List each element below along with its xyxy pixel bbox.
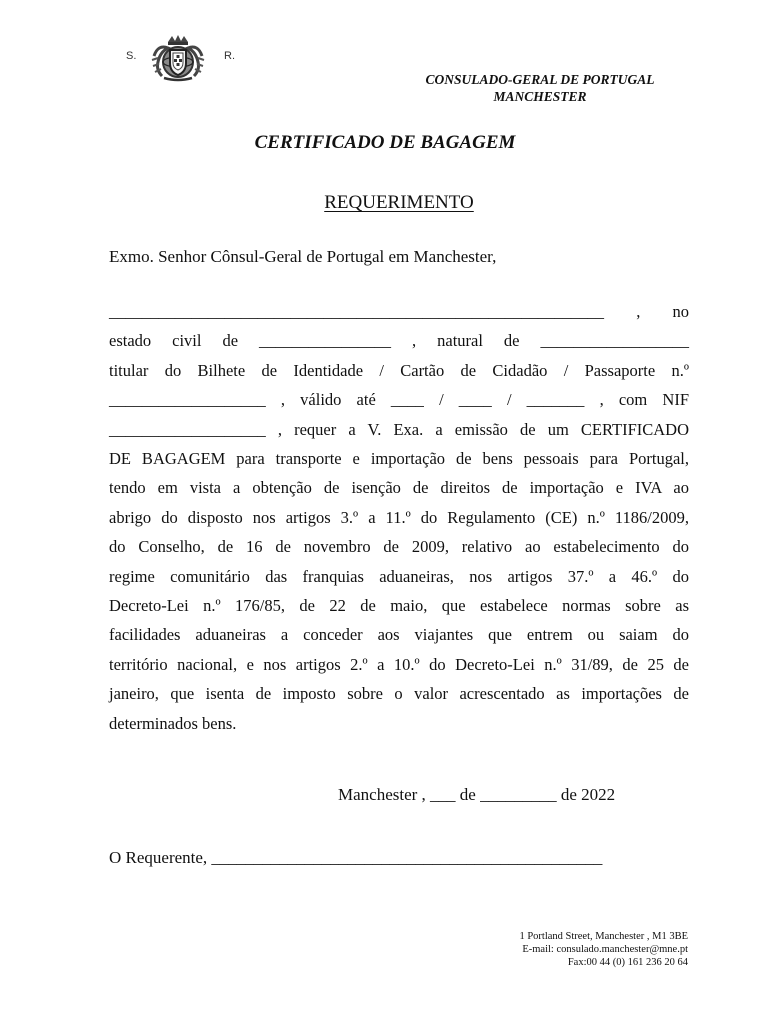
body-line: Decreto-Lei n.º 176/85, de 22 de maio, que estabelece normas sobre as	[109, 596, 689, 616]
body-paragraph	[109, 297, 689, 738]
document-title: CERTIFICADO DE BAGAGEM	[254, 132, 516, 153]
request-body	[109, 297, 689, 738]
consulate-city: MANCHESTER	[493, 89, 587, 104]
body-line: determinados bens.	[109, 713, 237, 733]
body-line: ____________________________________________________________ , no	[109, 302, 689, 321]
body-line: ___________________ , requer a V. Exa. a emissão de um CERTIFICADO	[109, 419, 689, 439]
crest-letter-right: R.	[224, 50, 235, 62]
footer-address: 1 Portland Street, Manchester , M1 3BE	[519, 931, 688, 942]
body-line: titular do Bilhete de Identidade / Cartão de Cidadão / Passaporte n.º	[109, 360, 689, 380]
document-subtitle: REQUERIMENTO	[324, 192, 474, 213]
body-line: tendo em vista a obtenção de isenção de direitos de importação e IVA ao	[109, 478, 689, 498]
signature-line: O Requerente, ______________________________________________	[109, 848, 603, 867]
salutation: Exmo. Senhor Cônsul-Geral de Portugal em Manchester,	[109, 247, 497, 266]
body-line: janeiro, que isenta de imposto sobre o valor acrescentado as importações de	[109, 684, 689, 704]
body-line: território nacional, e nos artigos 2.º a 10.º do Decreto-Lei n.º 31/89, de 25 de	[109, 654, 689, 674]
footer-fax: Fax:00 44 (0) 161 236 20 64	[567, 957, 688, 968]
crest-letter-left: S.	[126, 50, 137, 62]
body-line: estado civil de ________________ , natural de __________________	[109, 331, 689, 351]
date-line: Manchester , ___ de _________ de 2022	[338, 785, 616, 804]
coat-of-arms-logo	[148, 34, 208, 82]
body-line: facilidades aduaneiras a conceder aos viajantes que entrem ou saiam do	[109, 625, 689, 645]
body-line: abrigo do disposto nos artigos 3.º a 11.º do Regulamento (CE) n.º 1186/2009,	[109, 507, 689, 527]
footer-email: E-mail: consulado.manchester@mne.pt	[522, 944, 688, 955]
body-line: regime comunitário das franquias aduaneiras, nos artigos 37.º a 46.º do	[109, 566, 689, 586]
body-line: DE BAGAGEM para transporte e importação de bens pessoais para Portugal,	[109, 449, 689, 469]
consulate-name: CONSULADO-GERAL DE PORTUGAL	[425, 72, 655, 87]
body-line: do Conselho, de 16 de novembro de 2009, relativo ao estabelecimento do	[109, 537, 689, 557]
body-line: ___________________ , válido até ____ / ____ / _______ , com NIF	[109, 390, 689, 410]
footer-contact	[519, 930, 688, 969]
